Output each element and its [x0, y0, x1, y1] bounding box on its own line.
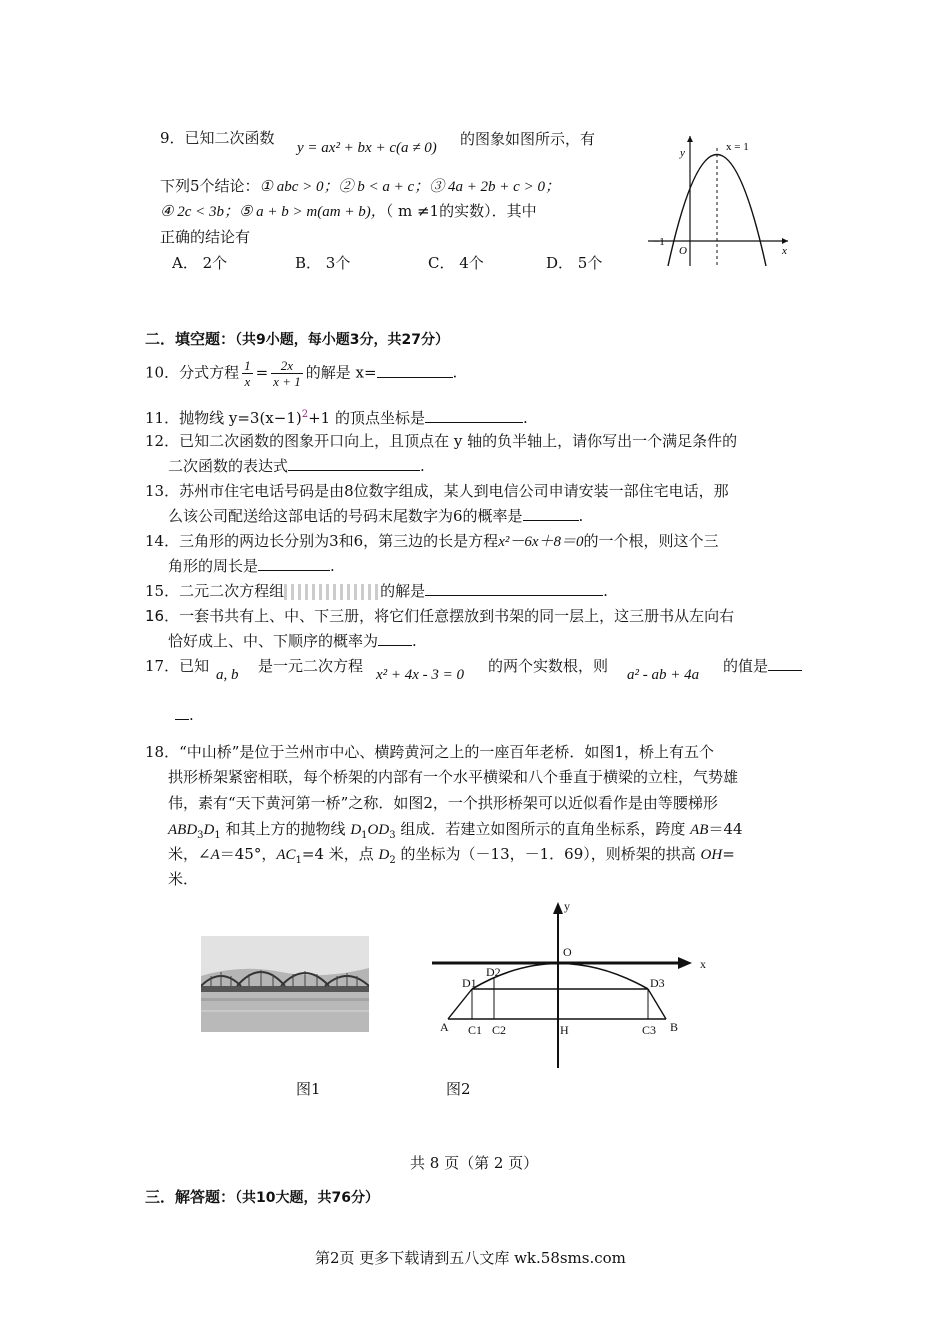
q13-line1: 13．苏州市住宅电话号码是由8位数字组成，某人到电信公司申请安装一部住宅电话，那 [145, 482, 729, 500]
section2-title: 二．填空题： [145, 330, 236, 348]
q9-function: y = ax² + bx + c(a ≠ 0) [297, 140, 437, 156]
q15-answer-blank[interactable] [425, 581, 603, 596]
section3-heading [145, 1186, 379, 1207]
bridge-arch-diagram [430, 898, 720, 1070]
section2-note: （共9小题，每小题3分，共27分） [235, 332, 449, 348]
q16-line1: 16．一套书共有上、中、下三册，将它们任意摆放到书架的同一层上，这三册书从左向右 [145, 607, 735, 625]
fig2-c3-label: C3 [642, 1023, 657, 1037]
q17-equation: x² + 4x - 3 = 0 [376, 667, 465, 683]
q9-y-label: y [680, 147, 685, 159]
q9-line2 [160, 176, 560, 197]
q12-line2: 二次函数的表达式 . [168, 457, 425, 475]
q9-conclusion-5: ⑤ a + b > m(am + b)， [238, 204, 386, 220]
fig2-caption: 图2 [446, 1080, 471, 1098]
q17-vars: a, b [216, 667, 239, 683]
q9-neg-one-label: −1 [653, 236, 665, 248]
q9-option-d: D． 5个 [546, 254, 603, 272]
q10-fraction-2: $\frac{2x}{x + 1}$ [273, 358, 301, 389]
q18-line1: 18．“中山桥”是位于兰州市中心、横跨黄河之上的一座百年老桥．如图1，桥上有五个 [145, 743, 714, 761]
q17-mid: 是一元二次方程 [258, 657, 364, 675]
q17-prefix: 17．已知 [145, 657, 210, 675]
fig2-side-right [648, 989, 666, 1019]
q17-expression: a² - ab + 4a [627, 667, 700, 683]
q9-option-b: B． 3个 [295, 254, 351, 272]
bridge-photo [201, 936, 369, 1032]
q9-intro: 9．已知二次函数 [160, 129, 275, 147]
q9-line4: 正确的结论有 [160, 228, 251, 246]
q15-system-image [284, 584, 380, 600]
q11-answer-blank[interactable] [425, 408, 523, 423]
q9-option-c: C． 4个 [428, 254, 484, 272]
q9-conclusion-1: ① abc > 0； [259, 179, 339, 195]
fig2-d2-label: D2 [486, 965, 501, 979]
q9-line1 [160, 128, 275, 148]
q9-y-arrow [687, 136, 693, 142]
q11-exponent: 2 [301, 409, 309, 420]
fig2-b-label: B [670, 1020, 679, 1034]
q10-answer-blank[interactable] [377, 363, 453, 378]
q9-option-a: A． 2个 [172, 254, 228, 272]
fig2-d3-label: D3 [650, 976, 665, 990]
q9-after: 的图象如图所示，有 [460, 130, 596, 148]
q10-prefix: 10．分式方程 [145, 363, 240, 382]
section2-heading [145, 328, 449, 349]
q11: 11．抛物线 $y=3(x-1)^2+1$ 的顶点坐标是 . [145, 409, 528, 427]
q14-line1: 14．三角形的两边长分别为3和6，第三边的长是方程x²－6x＋8＝0的一个根，则这个三 [145, 532, 719, 550]
q17-end: 的值是 [723, 655, 802, 676]
q9-x-arrow [782, 238, 788, 244]
footer-download-note: 第2页 更多下载请到五八文库 wk.58sms.com [315, 1249, 626, 1267]
q18-line3: 伟，素有“天下黄河第一桥”之称．如图2，一个拱形桥架可以近似看作是由等腰梯形 [168, 794, 718, 812]
q13-line2: 么该公司配送给这部电话的号码末尾数字为6的概率是 . [168, 507, 584, 525]
fig2-h-label: H [560, 1023, 569, 1037]
q17-answer-blank[interactable] [768, 656, 802, 671]
q9-conclusion-2: ② b < a + c； [338, 179, 430, 195]
q14-line2: 角形的周长是 . [168, 557, 335, 575]
q18-line5: 米，∠A＝45°，$AC_1=4$ 米，点 $D_2$ 的坐标为（－13，－1．69），则桥架的拱高 OH= [168, 845, 735, 866]
fig2-o-label: O [563, 945, 572, 959]
q10-suffix: 的解是 x= [305, 363, 377, 382]
q18-line2: 拱形桥架紧密相联，每个桥架的内部有一个水平横梁和八个垂直于横梁的立柱，气势雄 [168, 768, 739, 786]
q11-text: 11．抛物线 y=3(x−1) [145, 409, 302, 427]
section3-note: （共10大题，共76分） [235, 1190, 379, 1206]
fig2-c1-label: C1 [468, 1023, 483, 1037]
q14-equation: x²－6x＋8＝0 [498, 534, 584, 550]
q17-tail: . [175, 705, 194, 724]
q12-line1: 12．已知二次函数的图象开口向上，且顶点在 y 轴的负半轴上，请你写出一个满足条件的 [145, 432, 738, 450]
fig2-d1-label: D1 [462, 976, 477, 990]
q18-line6: 米． [168, 870, 199, 888]
q9-line3 [160, 201, 537, 222]
fig2-x-label: x [700, 957, 706, 971]
q18-line4: $ABD_3D_1$ 和其上方的抛物线 $D_1OD_3$ 组成．若建立如图所示的直角坐标系，跨度 AB＝44 [168, 820, 743, 841]
q9-origin-label: O [679, 245, 687, 257]
q16-line2: 恰好成上、中、下顺序的概率为 . [168, 632, 417, 650]
q9-conclusion-4: ④ 2c < 3b； [160, 204, 239, 220]
q16-answer-blank[interactable] [378, 631, 412, 646]
fig2-y-label: y [564, 899, 570, 913]
q14-answer-blank[interactable] [258, 556, 330, 571]
fig2-x-arrow [678, 957, 692, 969]
q9-x-label: x [782, 245, 787, 257]
q17-mid2: 的两个实数根，则 [488, 657, 609, 675]
page-count: 共 8 页（第 2 页） [410, 1154, 539, 1172]
fig2-side-left [448, 989, 472, 1019]
fig2-y-arrow [553, 902, 563, 914]
q9-conclusion-tail: （ m ≠1的实数）．其中 [385, 202, 537, 220]
q13-answer-blank[interactable] [523, 506, 579, 521]
fig1-caption: 图1 [296, 1080, 321, 1098]
q15: 15．二元二次方程组 的解是 . [145, 582, 608, 600]
section3-title: 三．解答题： [145, 1188, 236, 1206]
q10: 10．分式方程 $\frac{1}{x}$ = $\frac{2x}{x + 1}$ 的解是 x= . [145, 358, 458, 389]
q9-conclusion-3: ③ 4a + 2b + c > 0； [429, 179, 560, 195]
fig2-c2-label: C2 [492, 1023, 507, 1037]
q9-conclusions-intro: 下列5个结论： [160, 177, 260, 195]
q12-answer-blank[interactable] [288, 456, 420, 471]
q10-fraction-1: $\frac{1}{x}$ [244, 358, 251, 389]
bridge-photo-drawing [201, 936, 369, 1032]
q11-rest: +1 的顶点坐标是 [308, 409, 425, 427]
q9-parabola-graph [640, 128, 800, 268]
fig2-a-label: A [440, 1020, 449, 1034]
q9-axis-line-label: x = 1 [726, 141, 749, 153]
